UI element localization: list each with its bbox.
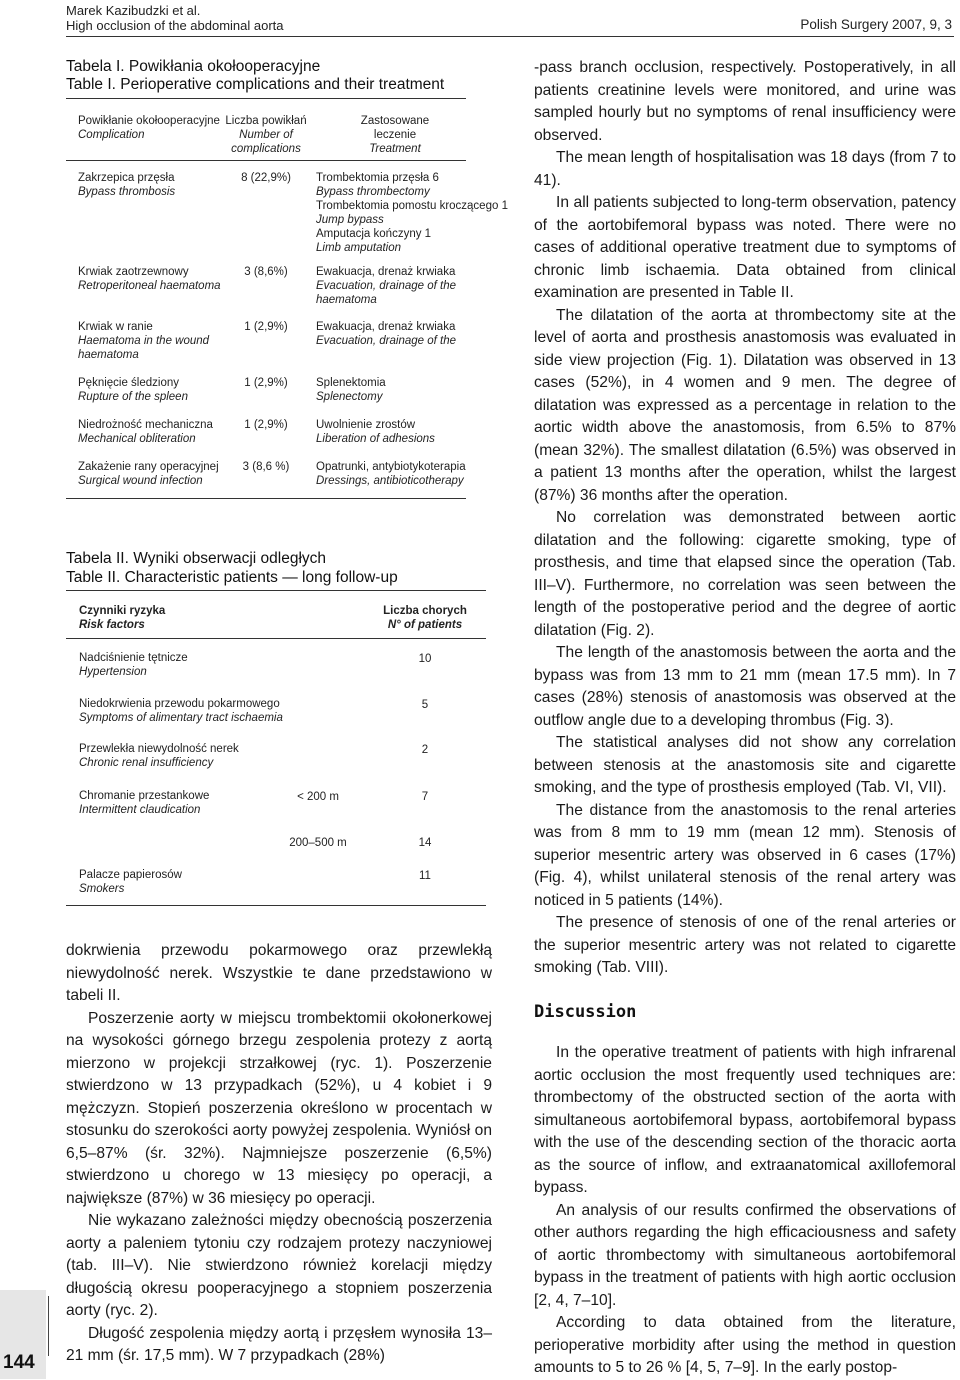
paragraph: The distance from the anastomosis to the renal arteries was from 8 mm to 19 mm (mean 12 mm). Stenosis of superior mesentric artery was observed in 6 cases (17%) (Fig. 4), whilst unilateral stenosis of the renal artery was noticed in 5 patients (14%). <box>534 801 956 909</box>
table2-row-factor <box>79 697 283 725</box>
factor-en: Symptoms of alimentary tract ischaemia <box>79 712 283 724</box>
treatment-line: Evacuation, drainage of the <box>316 335 457 347</box>
page-number: 144 <box>3 1352 35 1373</box>
treatment-line: Limb amputation <box>316 242 402 254</box>
paragraph: Długość zespolenia między aortą i przęsłem wynosiła 13–21 mm (śr. 17,5 mm). W 7 przypadkach (28%) <box>66 1324 492 1364</box>
table1-bottom-rule <box>66 498 466 499</box>
complication-en: Mechanical obliteration <box>78 433 196 445</box>
factor-pl: Przewlekła niewydolność nerek <box>79 743 239 755</box>
complication-pl: Krwiak w ranie <box>78 321 153 333</box>
table1-row-count: 1 (2,9%) <box>244 321 288 333</box>
factor-en: Intermittent claudication <box>79 804 201 816</box>
treatment-line: Bypass thrombectomy <box>316 186 430 198</box>
running-header-author: Marek Kazibudzki et al. <box>66 3 201 18</box>
paragraph: In the operative treatment of patients with high infrarenal aortic occlusion the most frequently used techniques are: thrombectomy of the obstructed section of the aorta with simultaneous aortobifemoral bypass, aortobifemoral bypass with the use of the descending section of the thoracic aorta as the source of inflow, and extraanatomical axillofemoral bypass. <box>534 1044 956 1196</box>
table2-row-count: 11 <box>419 870 431 882</box>
complication-en: Rupture of the spleen <box>78 391 188 403</box>
complication-en: Haematoma in the wound <box>78 335 210 347</box>
table2-bottom-rule <box>66 905 486 906</box>
paragraph: dokrwienia przewodu pokarmowego oraz przewlekłą niewydolność nerek. Wszystkie te dane przedstawiono w tabeli II. <box>66 942 492 1004</box>
complication-pl: Pęknięcie śledziony <box>78 377 180 389</box>
treatment-line: Amputacja kończyny 1 <box>316 228 432 240</box>
table2-title-pl: Tabela II. Wyniki obserwacji odległych <box>66 550 327 567</box>
table2-header-risk: Czynniki ryzyka Risk factors <box>79 605 166 631</box>
table2-row-count: 14 <box>418 837 432 849</box>
table1-row-complication <box>78 460 219 488</box>
table2-row-count: 5 <box>421 699 429 711</box>
table2-row-factor <box>79 868 182 896</box>
table1-row-complication <box>78 265 221 293</box>
table1-row-complication <box>78 376 188 404</box>
table1-row-count: 3 (8,6%) <box>244 266 288 278</box>
complication-en: Surgical wound infection <box>78 475 203 487</box>
paragraph: The dilatation of the aorta at thrombectomy site at the level of aorta and prosthesis anastomosis was evaluated in side view projection (Fig. 1). Dilatation was observed in 13 cases (52%), in 4 women and 9 men. The degree of dilatation was expressed as a percentage in relation to the aortic width above the anastomosis, from 6.5% to 87% (mean 32%). The smallest dilatation (6.5%) was observed in a patient 13 months after the operation, whilst the largest (87%) 36 months after the operation. <box>534 306 956 504</box>
table2-row-count: 2 <box>421 744 429 756</box>
table1-row-complication <box>78 320 209 362</box>
paragraph: In all patients subjected to long-term observation, patency of the aortobifemoral bypass was noted. There were no cases of additional operative treatment due to symptoms of chronic limb ischaemia. Data obtained from clinical examination are presented in Table II. <box>534 194 956 301</box>
treatment-line: Jump bypass <box>316 214 384 226</box>
table1-top-rule <box>66 98 466 99</box>
running-header-journal: Polish Surgery 2007, 9, 3 <box>800 17 952 32</box>
discussion-heading: Discussion <box>534 1002 637 1022</box>
treatment-line: Uwolnienie zrostów <box>316 419 416 431</box>
left-column-text <box>66 940 492 1368</box>
table1-header-number: Liczba powikłań Number of complications <box>225 115 307 155</box>
paragraph: No correlation was demonstrated between aortic dilatation and the following: cigarette smoking, type of prosthesis, and time that elapsed since the operation (Tab. III–V). Furthermore, no correlation was seen between the length of the postoperative period and the degree of aortic dilatation (Fig. 2). <box>534 509 956 639</box>
table1-row-treatment <box>316 320 456 348</box>
table2-header-rule <box>66 638 486 639</box>
paragraph: Poszerzenie aorty w miejscu trombektomii okołonerkowej na wysokości górnego brzegu zespolenia protezy z aortą mierzono w projekcji strzałkowej (ryc. 1). Poszerzenie stwierdzono w 13 przypadkach (52%), u 4 kobiet i 9 mężczyzn. Stopień poszerzenia określono w procentach w stosunku do szerokości aorty powyżej zespolenia. Wyniósł on 6,5–87% (śr. 32%). Najmniejsze poszerzenie (6,5%) stwierdzono u chorego w 13 miesięcy po operacji, a największe (87%) w 36 miesięcy po operacji. <box>66 1009 492 1207</box>
table2-row-factor <box>79 789 209 817</box>
table1-row-complication <box>78 418 213 446</box>
treatment-line: Liberation of adhesions <box>316 433 435 445</box>
complication-en: Bypass thrombosis <box>78 186 176 198</box>
treatment-line: Ewakuacja, drenaż krwiaka <box>316 321 456 333</box>
table2-row-distance: < 200 m <box>297 791 339 803</box>
treatment-line: Splenectomy <box>316 391 383 403</box>
paragraph: The mean length of hospitalisation was 18 days (from 7 to 41). <box>534 149 956 189</box>
table1-header-treatment: Zastosowane leczenie Treatment <box>360 115 430 155</box>
paragraph: The length of the anastomosis between the aorta and the bypass was from 13 mm to 21 mm (mean 17.5 mm). In 7 cases (28%) stenosis of anastomosis was observed at the outflow angle due to a developing thrombus (Fig. 3). <box>534 644 956 729</box>
complication-pl: Krwiak zaotrzewnowy <box>78 266 189 278</box>
table1-row-count: 1 (2,9%) <box>244 377 288 389</box>
complication-en: haematoma <box>78 349 139 361</box>
treatment-line: Ewakuacja, drenaż krwiaka <box>316 266 456 278</box>
treatment-line: Opatrunki, antybiotykoterapia <box>316 461 466 473</box>
table1-row-treatment <box>316 171 508 255</box>
factor-pl: Niedokrwienia przewodu pokarmowego <box>79 698 280 710</box>
treatment-line: Splenektomia <box>316 377 386 389</box>
table1-header-complication: Powikłanie okołooperacyjne Complication <box>78 115 220 141</box>
running-header-title: High occlusion of the abdominal aorta <box>66 18 284 33</box>
table1-row-treatment <box>316 418 435 446</box>
factor-en: Smokers <box>79 883 125 895</box>
complication-pl: Zakrzepica przęsła <box>78 172 175 184</box>
margin-rule <box>48 1296 49 1356</box>
discussion-text <box>534 1042 956 1380</box>
table1-row-complication <box>78 171 175 199</box>
treatment-line: haematoma <box>316 294 377 306</box>
table2-row-distance: 200–500 m <box>289 837 347 849</box>
table2-title-en: Table II. Characteristic patients — long follow-up <box>66 569 398 586</box>
paragraph: An analysis of our results confirmed the observations of other authors regarding the high efficaciousness and safety of aortic thrombectomy with simultaneous aortobifemoral bypass in the treatment of patients with high aortic occlusion [2, 4, 7–10]. <box>534 1201 956 1309</box>
treatment-line: Evacuation, drainage of the <box>316 280 457 292</box>
table1-row-count: 1 (2,9%) <box>244 419 288 431</box>
table2-row-factor <box>79 742 239 770</box>
table1-row-count: 8 (22,9%) <box>241 172 291 184</box>
right-column-text <box>534 57 956 980</box>
treatment-line: Trombektomia pomostu kroczącego 1 <box>316 200 508 212</box>
paragraph: Nie wykazano zależności między obecnością poszerzenia aorty a paleniem tytoniu czy rodzajem protezy naczyniowej (tab. III–V). Nie stwierdzono również korelacji między długością okresu pooperacyjnego a stopniem poszerzenia aorty (ryc. 2). <box>66 1212 492 1319</box>
table1-title-en: Table I. Perioperative complications and their treatment <box>66 76 445 93</box>
table2-row-count: 7 <box>421 791 429 803</box>
treatment-line: Trombektomia przęsła 6 <box>316 172 439 184</box>
paragraph: -pass branch occlusion, respectively. Postoperatively, in all patients creatinine levels were monitored, and urine was sampled hourly but no symptoms of renal insufficiency were observed. <box>534 59 956 144</box>
complication-pl: Niedrożność mechaniczna <box>78 419 213 431</box>
table1-title-pl: Tabela I. Powikłania okołooperacyjne <box>66 58 321 75</box>
factor-en: Chronic renal insufficiency <box>79 757 214 769</box>
treatment-line: Dressings, antibioticotherapy <box>316 475 464 487</box>
table1-row-count: 3 (8,6 %) <box>242 461 290 473</box>
complication-pl: Zakażenie rany operacyjnej <box>78 461 219 473</box>
complication-en: Retroperitoneal haematoma <box>78 280 221 292</box>
factor-pl: Chromanie przestankowe <box>79 790 210 802</box>
table1-row-treatment <box>316 265 456 307</box>
factor-pl: Nadciśnienie tętnicze <box>79 652 188 664</box>
table2-header-patients: Liczba chorych N° of patients <box>383 605 467 631</box>
header-rule <box>66 36 954 37</box>
table2-row-factor <box>79 651 188 679</box>
table1-row-treatment <box>316 460 466 488</box>
factor-pl: Palacze papierosów <box>79 869 182 881</box>
table2-row-count: 10 <box>418 653 432 665</box>
paragraph: According to data obtained from the literature, perioperative morbidity after using the method in question amounts to 5 to 26 % [4, 5, 7–9]. In the early postop- <box>534 1314 956 1376</box>
factor-en: Hypertension <box>79 666 147 678</box>
table2-top-rule <box>66 590 486 591</box>
paragraph: The presence of stenosis of one of the renal arteries or the superior mesentric artery was not related to cigarette smoking (Tab. VIII). <box>534 914 956 976</box>
table1-row-treatment <box>316 376 386 404</box>
table1-header-rule <box>66 160 466 161</box>
paragraph: The statistical analyses did not show any correlation between stenosis at the anastomosis site and cigarette smoking, and the type of prosthesis employed (Tab. VI, VII). <box>534 734 956 796</box>
